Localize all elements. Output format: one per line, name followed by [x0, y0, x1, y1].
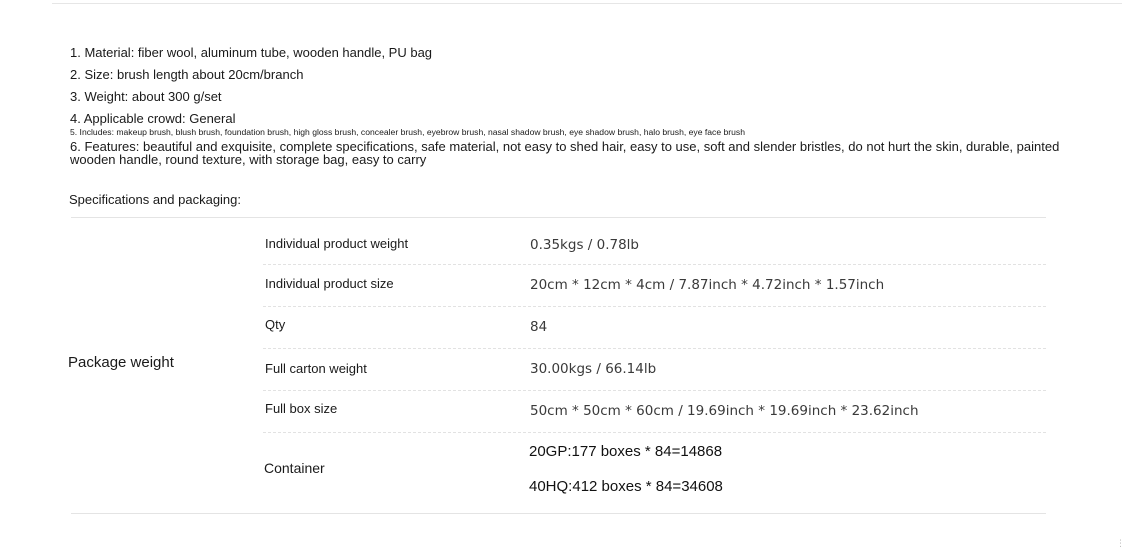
spec-row-container: [263, 433, 1046, 513]
description-features: 6. Features: beautiful and exquisite, complete specifications, safe material, not easy to shed hair, easy to use, soft and slender bristles, do not hurt the skin, durable, painted wooden handle, round texture, with storage bag, easy to carry: [70, 139, 1060, 167]
description-crowd: 4. Applicable crowd: General: [70, 111, 236, 126]
spec-label: Qty: [265, 317, 286, 332]
description-size: 2. Size: brush length about 20cm/branch: [70, 67, 304, 82]
spec-row-individual-size: [263, 264, 1046, 307]
description-material: 1. Material: fiber wool, aluminum tube, wooden handle, PU bag: [70, 45, 433, 60]
spec-label: Individual product size: [265, 276, 394, 291]
package-weight-label: Package weight: [68, 354, 174, 371]
container-40hq-value: 40HQ:412 boxes * 84=34608: [529, 478, 723, 495]
top-divider: [52, 0, 1122, 4]
spec-row-carton-weight: [263, 348, 1046, 391]
product-description: [70, 44, 1060, 166]
spec-row-qty: [263, 306, 1046, 349]
spec-value: 20cm * 12cm * 4cm / 7.87inch * 4.72inch * 1.57inch: [530, 277, 885, 293]
spec-label: Individual product weight: [265, 236, 409, 251]
spec-value: 50cm * 50cm * 60cm / 19.69inch * 19.69inch * 23.62inch: [530, 403, 919, 419]
description-weight: 3. Weight: about 300 g/set: [70, 89, 222, 104]
spec-value: 30.00kgs / 66.14lb: [530, 361, 657, 377]
container-20gp-value: 20GP:177 boxes * 84=14868: [529, 443, 723, 460]
spec-label: Full box size: [265, 401, 338, 416]
spec-value: 0.35kgs / 0.78lb: [530, 237, 639, 253]
spec-value: 84: [530, 319, 548, 335]
specifications-table: [68, 217, 1046, 514]
scroll-indicator-icon: ⋮: [1116, 538, 1125, 548]
spec-row-individual-weight: [263, 222, 1046, 265]
spec-row-box-size: [263, 390, 1046, 433]
container-label: Container: [264, 460, 325, 476]
description-includes: 5. Includes: makeup brush, blush brush, foundation brush, high gloss brush, concealer brush, eyebrow brush, nasal shadow brush, eye shadow brush, halo brush, eye face brush: [70, 127, 746, 137]
specifications-heading: Specifications and packaging:: [69, 192, 242, 207]
spec-label: Full carton weight: [265, 361, 367, 376]
